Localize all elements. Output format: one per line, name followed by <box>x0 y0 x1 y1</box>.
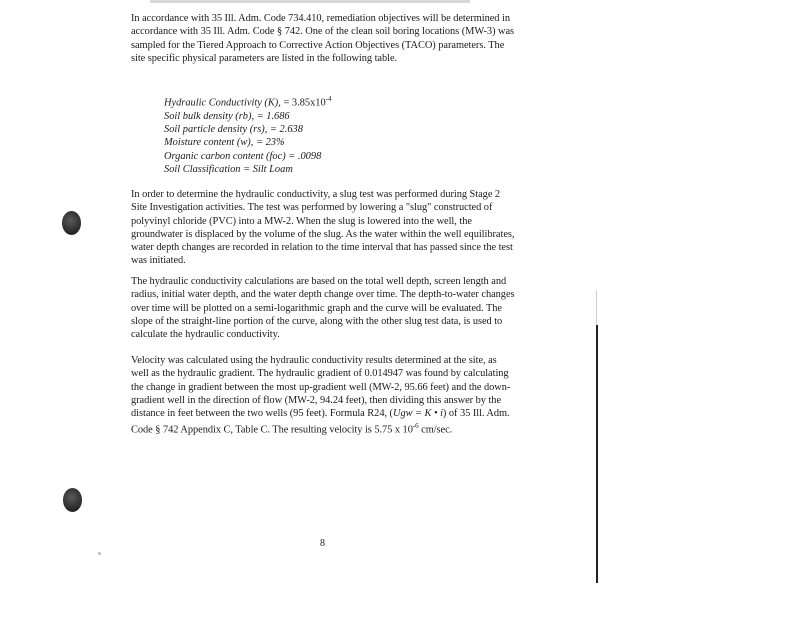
paragraph-remediation: In accordance with 35 Ill. Adm. Code 734.410, remediation objectives will be determined in accordance with 35 Ill. Adm. Code § 742. One of the clean soil boring locations (MW-3) was sampled for the Tiered Approach to Corrective Action Objectives (TACO) parameters. The site specific physical parameters are listed in the following table. <box>131 13 515 64</box>
parameter-label: Moisture content (w), <box>164 137 256 149</box>
velocity-text-a: Velocity was calculated using the hydraulic conductivity results determined at the site, as well as the hydraulic gradient. The hydraulic gradient of 0.014947 was found by calculating the change in gradient between the most up-gradient well (MW-2, 95.66 feet) and the down-gradient well in the direction of flow (MW-2, 94.24 feet), then dividing this answer by the distance in feet between the two wells (95 feet). Formula R24, ( <box>131 355 511 420</box>
parameter-row <box>164 123 332 136</box>
parameter-value: = 23% <box>255 137 285 149</box>
parameter-exponent: -4 <box>325 95 332 103</box>
paragraph-calculations: The hydraulic conductivity calculations are based on the total well depth, screen length and radius, initial water depth, and the water depth change over time. The depth-to-water changes over time will be plotted on a semi-logarithmic graph and the curve will be evaluated. The slope of the straight-line portion of the curve, along with the other slug test data, is used to calculate the hydraulic conductivity. <box>131 276 515 341</box>
scan-top-edge <box>150 0 470 3</box>
parameter-value: = 2.638 <box>269 124 303 136</box>
scan-artifact-line <box>596 325 598 583</box>
parameter-label: Soil particle density (rs), <box>164 124 270 136</box>
page-number: 8 <box>320 538 325 549</box>
parameter-row <box>164 110 332 123</box>
parameter-value: = .0098 <box>288 150 322 162</box>
paragraph-slug-test: In order to determine the hydraulic conductivity, a slug test was performed during Stage 2 Site Investigation activities. The test was performed by lowering a "slug" constructed of polyvinyl chloride (PVC) into a MW-2. When the slug is lowered into the well, the groundwater is displaced by the volume of the slug. As the water within the well equilibrates, water depth changes are recorded in relation to the time interval that has passed since the test was initiated. <box>131 189 515 267</box>
formula-text: Ugw = K • i <box>392 408 443 420</box>
parameter-label: Hydraulic Conductivity (K), <box>164 97 284 109</box>
velocity-text-c: cm/sec. <box>418 424 453 436</box>
parameter-row <box>164 93 332 110</box>
parameter-row <box>164 163 332 176</box>
scan-artifact-faint <box>596 290 597 325</box>
scan-speck <box>98 552 101 555</box>
site-parameters-list <box>164 93 332 176</box>
velocity-text-b: ) of 35 Ill. Adm. Code § 742 Appendix C, Table C. The resulting velocity is 5.75 x 10 <box>131 408 510 436</box>
parameter-row <box>164 136 332 149</box>
parameter-value: = Silt Loam <box>243 163 293 175</box>
parameter-label: Soil bulk density (rb), <box>164 110 257 122</box>
parameter-label: Organic carbon content (foc) <box>164 150 289 162</box>
parameter-row <box>164 150 332 163</box>
velocity-exponent: -6 <box>412 422 419 431</box>
parameter-value: = 3.85x10 <box>283 97 326 109</box>
paragraph-velocity <box>131 354 516 437</box>
parameter-value: = 1.686 <box>256 110 290 122</box>
parameter-label: Soil Classification <box>164 163 244 175</box>
binder-hole-bottom <box>63 488 82 512</box>
binder-hole-top <box>62 211 81 235</box>
